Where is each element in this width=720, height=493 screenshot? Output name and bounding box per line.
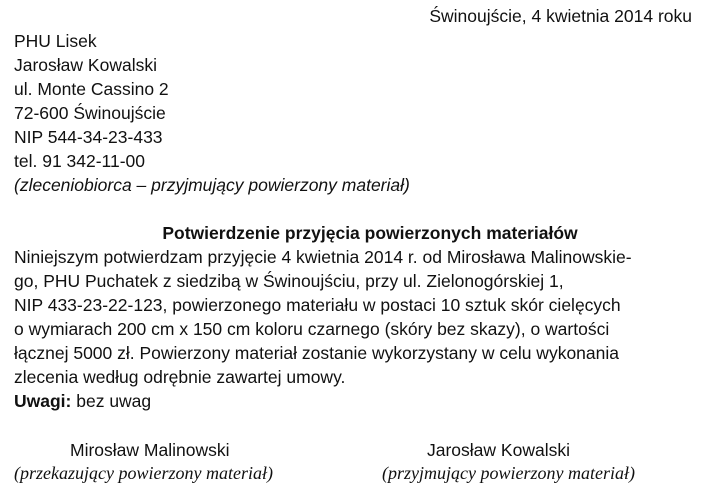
remarks-value: bez uwag [71, 391, 152, 411]
signature-right-role: (przyjmujący powierzony materiał) [382, 463, 635, 483]
body-line: go, PHU Puchatek z siedzibą w Świnoujściu, przy ul. Zielonogórskiej 1, [14, 271, 564, 291]
signature-left-role: (przekazujący powierzony materiał) [14, 463, 273, 483]
body-line: Niniejszym potwierdzam przyjęcie 4 kwietnia 2014 r. od Mirosława Malinowskie- [14, 247, 632, 267]
body-line: łącznej 5000 zł. Powierzony materiał zostanie wykorzystany w celu wykonania [14, 343, 619, 363]
signature-right-name: Jarosław Kowalski [427, 440, 570, 460]
body-line: NIP 433-23-22-123, powierzonego materiału w postaci 10 sztuk skór cielęcych [14, 295, 621, 315]
remarks [14, 389, 151, 413]
date-line: Świnoujście, 4 kwietnia 2014 roku [429, 6, 692, 26]
body-line: zlecenia według odrębnie zawartej umowy. [14, 367, 346, 387]
signature-left-name: Mirosław Malinowski [70, 440, 230, 460]
document-title: Potwierdzenie przyjęcia powierzonych materiałów [162, 223, 578, 243]
contractor-nip: NIP 544-34-23-433 [14, 127, 163, 147]
body-line: o wymiarach 200 cm x 150 cm koloru czarnego (skóry bez skazy), o wartości [14, 319, 610, 339]
remarks-label: Uwagi: [14, 391, 72, 411]
contractor-phone: tel. 91 342-11-00 [14, 151, 146, 171]
contractor-city: 72-600 Świnoujście [14, 103, 166, 123]
contractor-name: Jarosław Kowalski [14, 55, 157, 75]
contractor-street: ul. Monte Cassino 2 [14, 79, 169, 99]
contractor-company: PHU Lisek [14, 31, 97, 51]
contractor-role: (zleceniobiorca – przyjmujący powierzony materiał) [14, 175, 410, 195]
